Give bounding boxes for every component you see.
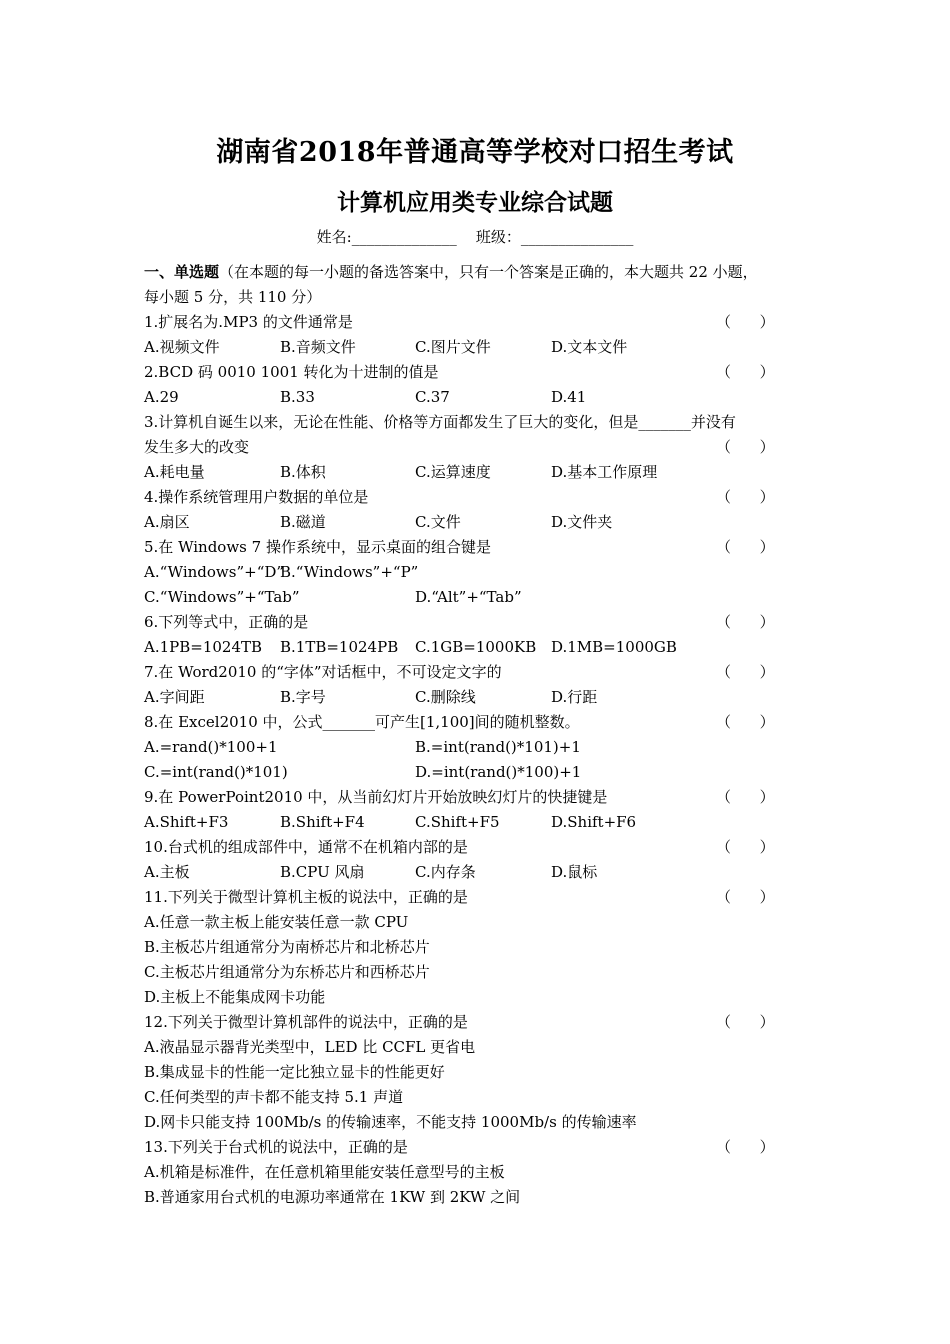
option-a: A.耗电量 — [144, 463, 205, 481]
answer-bracket: （ ） — [716, 838, 775, 856]
question-stem — [144, 885, 824, 910]
section-heading-line — [144, 260, 824, 285]
question-stem — [144, 610, 824, 635]
option-c: C.Shift+F5 — [415, 813, 500, 831]
options-row — [144, 635, 824, 660]
options-row — [144, 735, 824, 760]
question-section — [144, 260, 824, 1210]
option-d: D.41 — [551, 388, 587, 406]
option-a: A.=rand()*100+1 — [144, 738, 278, 756]
option-d: D.“Alt”+“Tab” — [415, 588, 522, 606]
question-stem — [144, 710, 824, 735]
question-stem — [144, 1010, 824, 1035]
q11-stem: 11.下列关于微型计算机主板的说法中，正确的是 — [144, 888, 468, 906]
q10-stem: 10.台式机的组成部件中，通常不在机箱内部的是 — [144, 838, 468, 856]
option-c: C.图片文件 — [415, 338, 491, 356]
option-a: A.视频文件 — [144, 338, 220, 356]
option-d: D.鼠标 — [551, 863, 598, 881]
option-a: A.Shift+F3 — [144, 813, 229, 831]
option-d: D.Shift+F6 — [551, 813, 637, 831]
option-c: C.“Windows”+“Tab” — [144, 588, 300, 606]
section-description: （在本题的每一小题的备选答案中，只有一个答案是正确的，本大题共 22 小题， — [219, 263, 758, 281]
answer-bracket: （ ） — [716, 488, 775, 506]
question-stem — [144, 660, 824, 685]
options-row — [144, 685, 824, 710]
option-d: D.=int(rand()*100)+1 — [415, 763, 582, 781]
section-description-cont: 每小题 5 分，共 110 分） — [144, 288, 322, 306]
option-b: B.普通家用台式机的电源功率通常在 1KW 到 2KW 之间 — [144, 1188, 521, 1206]
class-field-label: 班级：_______________ — [475, 228, 634, 246]
option-d: D.网卡只能支持 100Mb/s 的传输速率，不能支持 1000Mb/s 的传输速率 — [144, 1113, 637, 1131]
option-b: B.“Windows”+“P” — [280, 563, 419, 581]
q12-stem: 12.下列关于微型计算机部件的说法中，正确的是 — [144, 1013, 468, 1031]
answer-bracket: （ ） — [716, 888, 775, 906]
options-row — [144, 335, 824, 360]
q4-stem: 4.操作系统管理用户数据的单位是 — [144, 488, 369, 506]
option-b: B.体积 — [280, 463, 326, 481]
answer-bracket: （ ） — [716, 1138, 775, 1156]
option-a: A.液晶显示器背光类型中，LED 比 CCFL 更省电 — [144, 1038, 476, 1056]
option-d: D.文件夹 — [551, 513, 613, 531]
q2-stem: 2.BCD 码 0010 1001 转化为十进制的值是 — [144, 363, 439, 381]
name-field-label: 姓名:______________ — [316, 228, 457, 246]
exam-subtitle: 计算机应用类专业综合试题 — [337, 189, 613, 216]
question-stem: 3.计算机自诞生以来，无论在性能、价格等方面都发生了巨大的变化，但是_______并没有 — [144, 413, 736, 431]
question-stem — [144, 310, 824, 335]
option-b: B.主板芯片组通常分为南桥芯片和北桥芯片 — [144, 938, 430, 956]
option-c: C.主板芯片组通常分为东桥芯片和西桥芯片 — [144, 963, 430, 981]
q6-stem: 6.下列等式中，正确的是 — [144, 613, 309, 631]
option-a: A.主板 — [144, 863, 190, 881]
answer-bracket: （ ） — [716, 538, 775, 556]
q8-stem: 8.在 Excel2010 中，公式_______可产生[1,100]间的随机整数。 — [144, 713, 580, 731]
question-stem — [144, 485, 824, 510]
options-row — [144, 585, 824, 610]
options-row — [144, 510, 824, 535]
option-b: B.磁道 — [280, 513, 326, 531]
options-row — [144, 810, 824, 835]
option-a: A.扇区 — [144, 513, 190, 531]
q1-stem: 1.扩展名为.MP3 的文件通常是 — [144, 313, 353, 331]
option-d: D.基本工作原理 — [551, 463, 658, 481]
option-b: B.字号 — [280, 688, 326, 706]
option-b: B.1TB=1024PB — [280, 638, 399, 656]
option-c: C.任何类型的声卡都不能支持 5.1 声道 — [144, 1088, 404, 1106]
answer-bracket: （ ） — [716, 363, 775, 381]
q13-stem: 13.下列关于台式机的说法中，正确的是 — [144, 1138, 408, 1156]
question-stem — [144, 360, 824, 385]
student-info — [0, 226, 950, 247]
q3-stem-cont: 发生多大的改变 — [144, 438, 250, 456]
section-heading: 一、单选题 — [144, 263, 220, 281]
question-stem-cont — [144, 435, 824, 460]
answer-bracket: （ ） — [716, 788, 775, 806]
answer-bracket: （ ） — [716, 713, 775, 731]
q9-stem: 9.在 PowerPoint2010 中，从当前幻灯片开始放映幻灯片的快捷键是 — [144, 788, 608, 806]
option-b: B.Shift+F4 — [280, 813, 365, 831]
options-row — [144, 760, 824, 785]
exam-title: 湖南省2018年普通高等学校对口招生考试 — [216, 137, 734, 168]
option-c: C.文件 — [415, 513, 461, 531]
answer-bracket: （ ） — [716, 438, 775, 456]
option-c: C.删除线 — [415, 688, 476, 706]
option-c: C.=int(rand()*101) — [144, 763, 288, 781]
option-a: A.字间距 — [144, 688, 205, 706]
option-a: A.任意一款主板上能安装任意一款 CPU — [144, 913, 409, 931]
option-d: D.1MB=1000GB — [551, 638, 677, 656]
q5-stem: 5.在 Windows 7 操作系统中，显示桌面的组合键是 — [144, 538, 491, 556]
question-stem — [144, 535, 824, 560]
option-b: B.音频文件 — [280, 338, 356, 356]
option-d: D.文本文件 — [551, 338, 628, 356]
option-a: A.1PB=1024TB — [144, 638, 263, 656]
option-b: B.CPU 风扇 — [280, 863, 365, 881]
option-b: B.=int(rand()*101)+1 — [415, 738, 581, 756]
question-stem — [144, 835, 824, 860]
q7-stem: 7.在 Word2010 的“字体”对话框中，不可设定文字的 — [144, 663, 502, 681]
answer-bracket: （ ） — [716, 313, 775, 331]
option-c: C.1GB=1000KB — [415, 638, 537, 656]
options-row — [144, 460, 824, 485]
option-c: C.37 — [415, 388, 450, 406]
answer-bracket: （ ） — [716, 1013, 775, 1031]
question-stem — [144, 785, 824, 810]
option-b: B.33 — [280, 388, 315, 406]
question-stem — [144, 1135, 824, 1160]
answer-bracket: （ ） — [716, 663, 775, 681]
option-d: D.主板上不能集成网卡功能 — [144, 988, 326, 1006]
answer-bracket: （ ） — [716, 613, 775, 631]
option-a: A.“Windows”+“D” — [144, 563, 285, 581]
option-a: A.29 — [144, 388, 179, 406]
option-c: C.内存条 — [415, 863, 476, 881]
option-c: C.运算速度 — [415, 463, 491, 481]
options-row — [144, 385, 824, 410]
options-row — [144, 860, 824, 885]
option-d: D.行距 — [551, 688, 598, 706]
option-a: A.机箱是标准件，在任意机箱里能安装任意型号的主板 — [144, 1163, 505, 1181]
option-b: B.集成显卡的性能一定比独立显卡的性能更好 — [144, 1063, 445, 1081]
options-row — [144, 560, 824, 585]
